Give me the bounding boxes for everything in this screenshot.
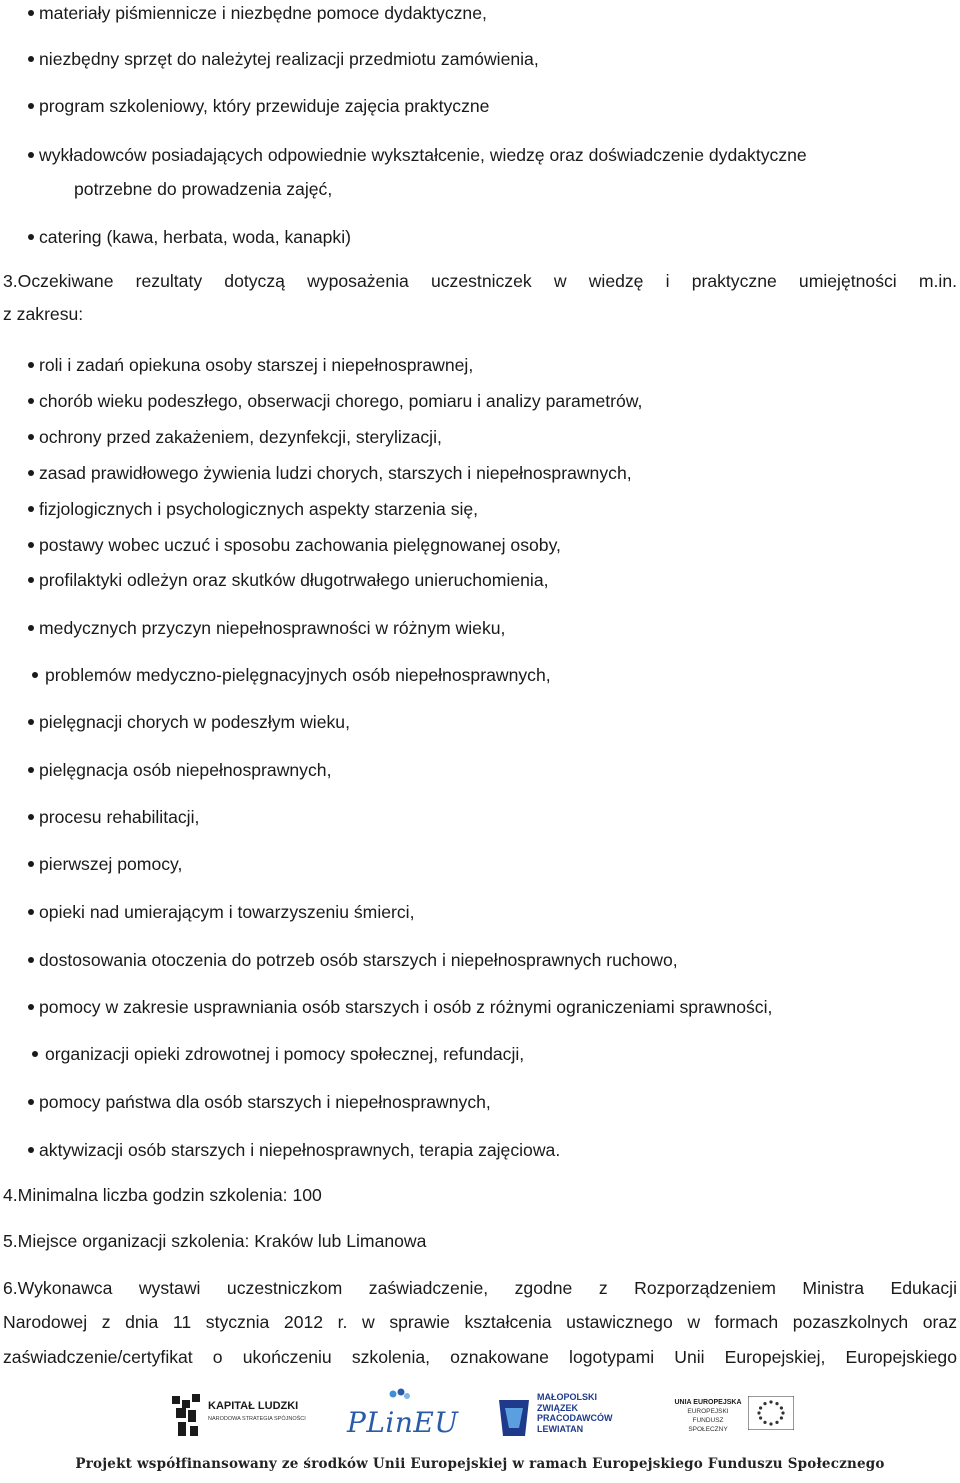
bullet-icon (28, 577, 34, 583)
bullet-icon (28, 542, 34, 548)
mzpl-line: ZWIĄZEK (537, 1402, 578, 1413)
list-item (28, 853, 960, 875)
eu-line: FUNDUSZ SPOŁECZNY (688, 1417, 728, 1433)
kapital-ludzki-title: KAPITAŁ LUDZKI (208, 1400, 299, 1412)
list-item-continuation (74, 178, 960, 200)
list-item (32, 1043, 960, 1065)
kapital-ludzki-icon (170, 1394, 204, 1438)
list-item-text: chorób wieku podeszłego, obserwacji chorego, pomiaru i analizy parametrów, (39, 391, 643, 411)
section-6-line-2: Narodowej z dnia 11 stycznia 2012 r. w sprawie kształcenia ustawicznego w formach pozaszkolnych oraz (3, 1312, 957, 1332)
bullet-icon (28, 1004, 34, 1010)
bullet-icon (28, 362, 34, 368)
list-item (28, 949, 960, 971)
list-item (28, 996, 960, 1018)
list-item-text: pomocy państwa dla osób starszych i niepełnosprawnych, (39, 1092, 491, 1112)
list-item-text: pierwszej pomocy, (39, 854, 183, 874)
bullet-icon (28, 719, 34, 725)
list-item (28, 390, 960, 412)
list-item-text: profilaktyki odleżyn oraz skutków długotrwałego unieruchomienia, (39, 570, 549, 590)
list-item (28, 1091, 960, 1113)
plineu-logo (345, 1388, 465, 1448)
list-item (28, 226, 960, 248)
kapital-ludzki-subtitle: NARODOWA STRATEGIA SPÓJNOŚCI (208, 1416, 306, 1422)
list-item (28, 534, 960, 556)
list-item (28, 759, 960, 781)
bullet-icon (28, 909, 34, 915)
section-4: 4.Minimalna liczba godzin szkolenia: 100 (3, 1185, 322, 1205)
mzpl-text (537, 1392, 613, 1434)
list-item-text: pielęgnacja osób niepełnosprawnych, (39, 760, 332, 780)
list-item-text: postawy wobec uczuć i sposobu zachowania pielęgnowanej osoby, (39, 535, 561, 555)
section-3-heading: 3.Oczekiwane rezultaty dotyczą wyposażenia uczestniczek w wiedzę i praktyczne umiejętności m.in. (3, 271, 957, 291)
list-item (28, 2, 960, 24)
list-item-text: aktywizacji osób starszych i niepełnosprawnych, terapia zajęciowa. (39, 1140, 561, 1160)
list-item (28, 48, 960, 70)
bullet-icon (28, 625, 34, 631)
list-item (28, 95, 960, 117)
eu-flag-icon (748, 1396, 794, 1430)
bullet-icon (28, 470, 34, 476)
section-6-line-3: zaświadczenie/certyfikat o ukończeniu szkolenia, oznakowane logotypami Unii Europejskiej, Europejskiego (3, 1347, 957, 1367)
list-item-text: fizjologicznych i psychologicznych aspekty starzenia się, (39, 499, 479, 519)
list-item-text: dostosowania otoczenia do potrzeb osób starszych i niepełnosprawnych ruchowo, (39, 950, 678, 970)
bullet-icon (28, 957, 34, 963)
section-3-heading-continuation: z zakresu: (3, 304, 84, 324)
bullet-icon (28, 1099, 34, 1105)
list-item-text: roli i zadań opiekuna osoby starszej i niepełnosprawnej, (39, 355, 474, 375)
mzpl-line: PRACODAWCÓW (537, 1413, 613, 1423)
bullet-icon (28, 506, 34, 512)
bullet-icon (28, 56, 34, 62)
eu-line: EUROPEJSKI (687, 1408, 729, 1415)
plineu-text: PLinEU (347, 1406, 459, 1439)
list-item (28, 144, 960, 166)
list-item-text: catering (kawa, herbata, woda, kanapki) (39, 227, 351, 247)
bullet-icon (28, 767, 34, 773)
list-item (28, 498, 960, 520)
project-footer: Projekt współfinansowany ze środków Unii Europejskiej w ramach Europejskiego Funduszu Społecznego (75, 1456, 885, 1472)
list-item (28, 1139, 960, 1161)
bullet-icon (28, 434, 34, 440)
bullet-icon (32, 1051, 38, 1057)
list-item (28, 354, 960, 376)
list-item (28, 711, 960, 733)
list-item (28, 806, 960, 828)
mzpl-line: MAŁOPOLSKI (537, 1392, 597, 1402)
bullet-icon (28, 814, 34, 820)
mzpl-line: LEWIATAN (537, 1423, 584, 1434)
bullet-icon (28, 398, 34, 404)
kapital-ludzki-logo (170, 1388, 320, 1448)
list-item (28, 901, 960, 923)
eu-text (672, 1398, 744, 1434)
list-item (28, 617, 960, 639)
list-item-text: problemów medyczno-pielęgnacyjnych osób niepełnosprawnych, (45, 665, 551, 685)
list-item-text: program szkoleniowy, który przewiduje zajęcia praktyczne (39, 96, 490, 116)
list-item-text: pielęgnacji chorych w podeszłym wieku, (39, 712, 350, 732)
list-item (32, 664, 960, 686)
list-item-text: zasad prawidłowego żywienia ludzi chorych, starszych i niepełnosprawnych, (39, 463, 632, 483)
logos-bar (0, 1388, 960, 1448)
bullet-icon (28, 103, 34, 109)
bullet-icon (28, 152, 34, 158)
list-item-text: potrzebne do prowadzenia zajęć, (74, 179, 333, 199)
list-item-text: medycznych przyczyn niepełnosprawności w różnym wieku, (39, 618, 506, 638)
list-item (28, 462, 960, 484)
eu-line: UNIA EUROPEJSKA (674, 1399, 742, 1406)
bullet-icon (28, 1147, 34, 1153)
bullet-icon (32, 672, 38, 678)
bullet-icon (28, 234, 34, 240)
list-item-text: ochrony przed zakażeniem, dezynfekcji, sterylizacji, (39, 427, 442, 447)
bullet-icon (28, 861, 34, 867)
bullet-icon (28, 10, 34, 16)
list-item-text: organizacji opieki zdrowotnej i pomocy społecznej, refundacji, (45, 1044, 525, 1064)
section-6-line-1: 6.Wykonawca wystawi uczestniczkom zaświadczenie, zgodne z Rozporządzeniem Ministra Edukacji (3, 1278, 957, 1298)
list-item (28, 426, 960, 448)
mzpl-logo (495, 1388, 625, 1448)
list-item-text: procesu rehabilitacji, (39, 807, 200, 827)
list-item-text: wykładowców posiadających odpowiednie wykształcenie, wiedzę oraz doświadczenie dydaktyczne (39, 145, 807, 165)
list-item-text: niezbędny sprzęt do należytej realizacji przedmiotu zamówienia, (39, 49, 539, 69)
list-item-text: materiały piśmiennicze i niezbędne pomoce dydaktyczne, (39, 3, 487, 23)
list-item-text: opieki nad umierającym i towarzyszeniu śmierci, (39, 902, 415, 922)
eu-logo (672, 1388, 797, 1448)
mzpl-emblem-icon (495, 1396, 533, 1440)
list-item-text: pomocy w zakresie usprawniania osób starszych i osób z różnymi ograniczeniami sprawności, (39, 997, 773, 1017)
list-item (28, 569, 960, 591)
plineu-people-icon (387, 1388, 411, 1408)
section-5: 5.Miejsce organizacji szkolenia: Kraków lub Limanowa (3, 1231, 427, 1251)
